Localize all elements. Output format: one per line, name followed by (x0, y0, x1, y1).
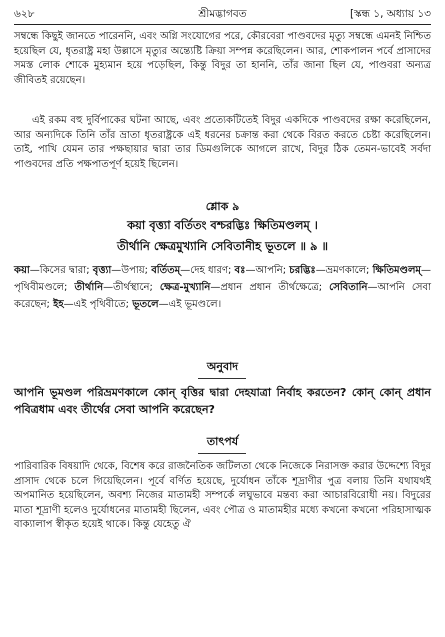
body-paragraph: এই রকম বহু দুর্বিপাকের ঘটনা আছে, এবং প্রত্যেকটিতেই বিদুর একদিকে পাণ্ডবদের রক্ষা করেছিলেন, আর অন্যদিকে তিনি তাঁর ভ্রাতা ধৃতরাষ্ট্রকে এই ধরনের চক্রান্ত করা থেকে বিরত করতে চেষ্টা করেছিলেন। তাই, পাখি যেমন তার পক্ষছায়ার দ্বারা তার ডিমগুলিকে আগলে রাখে, বিদুর ঠিক তেমন-ভাবেই সর্বদা পাণ্ডবদের প্রতি পক্ষপাতপূর্ণ হয়েই ছিলেন। (14, 115, 431, 170)
synonym-meaning: —উপায়; (111, 265, 152, 276)
synonyms-block (14, 262, 431, 313)
synonym-meaning: —কিসের দ্বারা; (29, 265, 93, 276)
synonym-word: ভূতলে (132, 299, 159, 310)
synonym-meaning: —তীর্থস্থানে; (103, 282, 160, 293)
purport-text: পারিবারিক বিষয়াদি থেকে, বিশেষ করে রাজনৈতিক জটিলতা থেকে নিজেকে নিরাসক্ত করার উদ্দেশ্যে বিদুর প্রাসাদ থেকে চলে গিয়েছিলেন। পূর্বে বর্ণিত হয়েছে, দুর্যোধন তাঁকে শূদ্রাণীর পুত্র বলায় তিনি যথাযথই অপমানিত হয়েছিলেন, অবশ্য নিজের মাতামহী সম্পর্কে লঘুভাবে মন্তব্য করা আচারবিরোধী নয়। বিদুরের মাতা শূদ্রাণী হলেও দুর্যোধনের মাতামহী ছিলেন, এবং পৌত্র ও মাতামহীর মধ্যে কখনো কখনো পরিহাসাত্মক বাক্যালাপ স্বীকৃত হয়েই থাকে। কিন্তু যেহেতু ঐ (14, 461, 431, 531)
synonym-word: তীর্থানি (74, 282, 104, 293)
heading-underline (198, 453, 246, 454)
synonym-meaning: —এই পৃথিবীতে; (63, 299, 133, 310)
book-title: শ্রীমদ্ভাগবত (198, 8, 247, 20)
synonym-word: ক্ষেত্র-মুখ্যানি (159, 282, 211, 293)
shloka-heading: শ্লোক ৯ (205, 200, 240, 213)
synonym-word: বঃ (234, 265, 246, 276)
verse-line: কয়া বৃত্ত্যা বর্তিতং বশ্চরদ্ভিঃ ক্ষিতিমণ্ডলম্ । (127, 218, 318, 232)
synonym-meaning: —দেহ ধারণ; (180, 265, 235, 276)
page-header (14, 6, 431, 25)
synonym-meaning: —প্রধান প্রধান তীর্থক্ষেত্রে; (210, 282, 330, 293)
synonym-word: ক্ষিতিমণ্ডলম্ (372, 265, 421, 276)
synonym-meaning: —ভ্রমণকালে; (315, 265, 373, 276)
synonym-word: সেবিতানি (329, 282, 368, 293)
body-paragraph: সম্বন্ধে কিছুই জানতে পারেননি, এবং অগ্নি সংযোগের পরে, কৌরবেরা পাণ্ডবদের মৃত্যু সম্বন্ধে এমনই নিশ্চিত হয়েছিল যে, ধৃতরাষ্ট্র মহা উল্লাসে মৃত্যুর অন্ত্যেষ্টি ক্রিয়া সম্পন্ন করেছিলেন। আর, শোকপালন পর্বে প্রাসাদের সমস্ত লোক শোকে মুহ্যমান হয়ে পড়েছিল, কিন্তু বিদুর তা হাননি, তাঁর জানা ছিল যে, পাণ্ডবরা অন্যত্র জীবিতই রয়েছেন। (14, 31, 431, 86)
synonym-word: বর্তিতম্ (151, 265, 181, 276)
page-number: ৬২৮ (14, 8, 35, 20)
chapter-label: [স্কন্ধ ১, অধ্যায় ১৩ (349, 8, 431, 20)
synonym-word: বৃত্ত্যা (92, 265, 112, 276)
translation-text: আপনি ভূমণ্ডল পরিভ্রমণকালে কোন্ বৃত্তির দ্বারা দেহযাত্রা নির্বাহ করতেন? কোন্ কোন্ প্রধান পবিত্রধাম এবং তীর্থের সেবা আপনি করেছেন? (14, 386, 431, 416)
verse-line: তীর্থানি ক্ষেত্রমুখ্যানি সেবিতানীহ ভূতলে ॥ ৯ ॥ (116, 239, 329, 253)
synonym-word: চরদ্ভিঃ (289, 265, 316, 276)
synonym-meaning: —আপনি সেবা করেছেন; (14, 282, 431, 310)
purport-heading: তাৎপর্য (206, 435, 239, 448)
heading-underline (198, 378, 246, 379)
synonym-meaning: —আপনি; (245, 265, 290, 276)
synonym-meaning: —এই ভূমণ্ডলে। (158, 299, 222, 310)
translation-heading: অনুবাদ (206, 360, 239, 373)
synonym-meaning: —পৃথিবীমণ্ডলে; (14, 265, 431, 293)
synonym-word: কয়া (14, 265, 30, 276)
synonym-word: ইহ (53, 299, 64, 310)
